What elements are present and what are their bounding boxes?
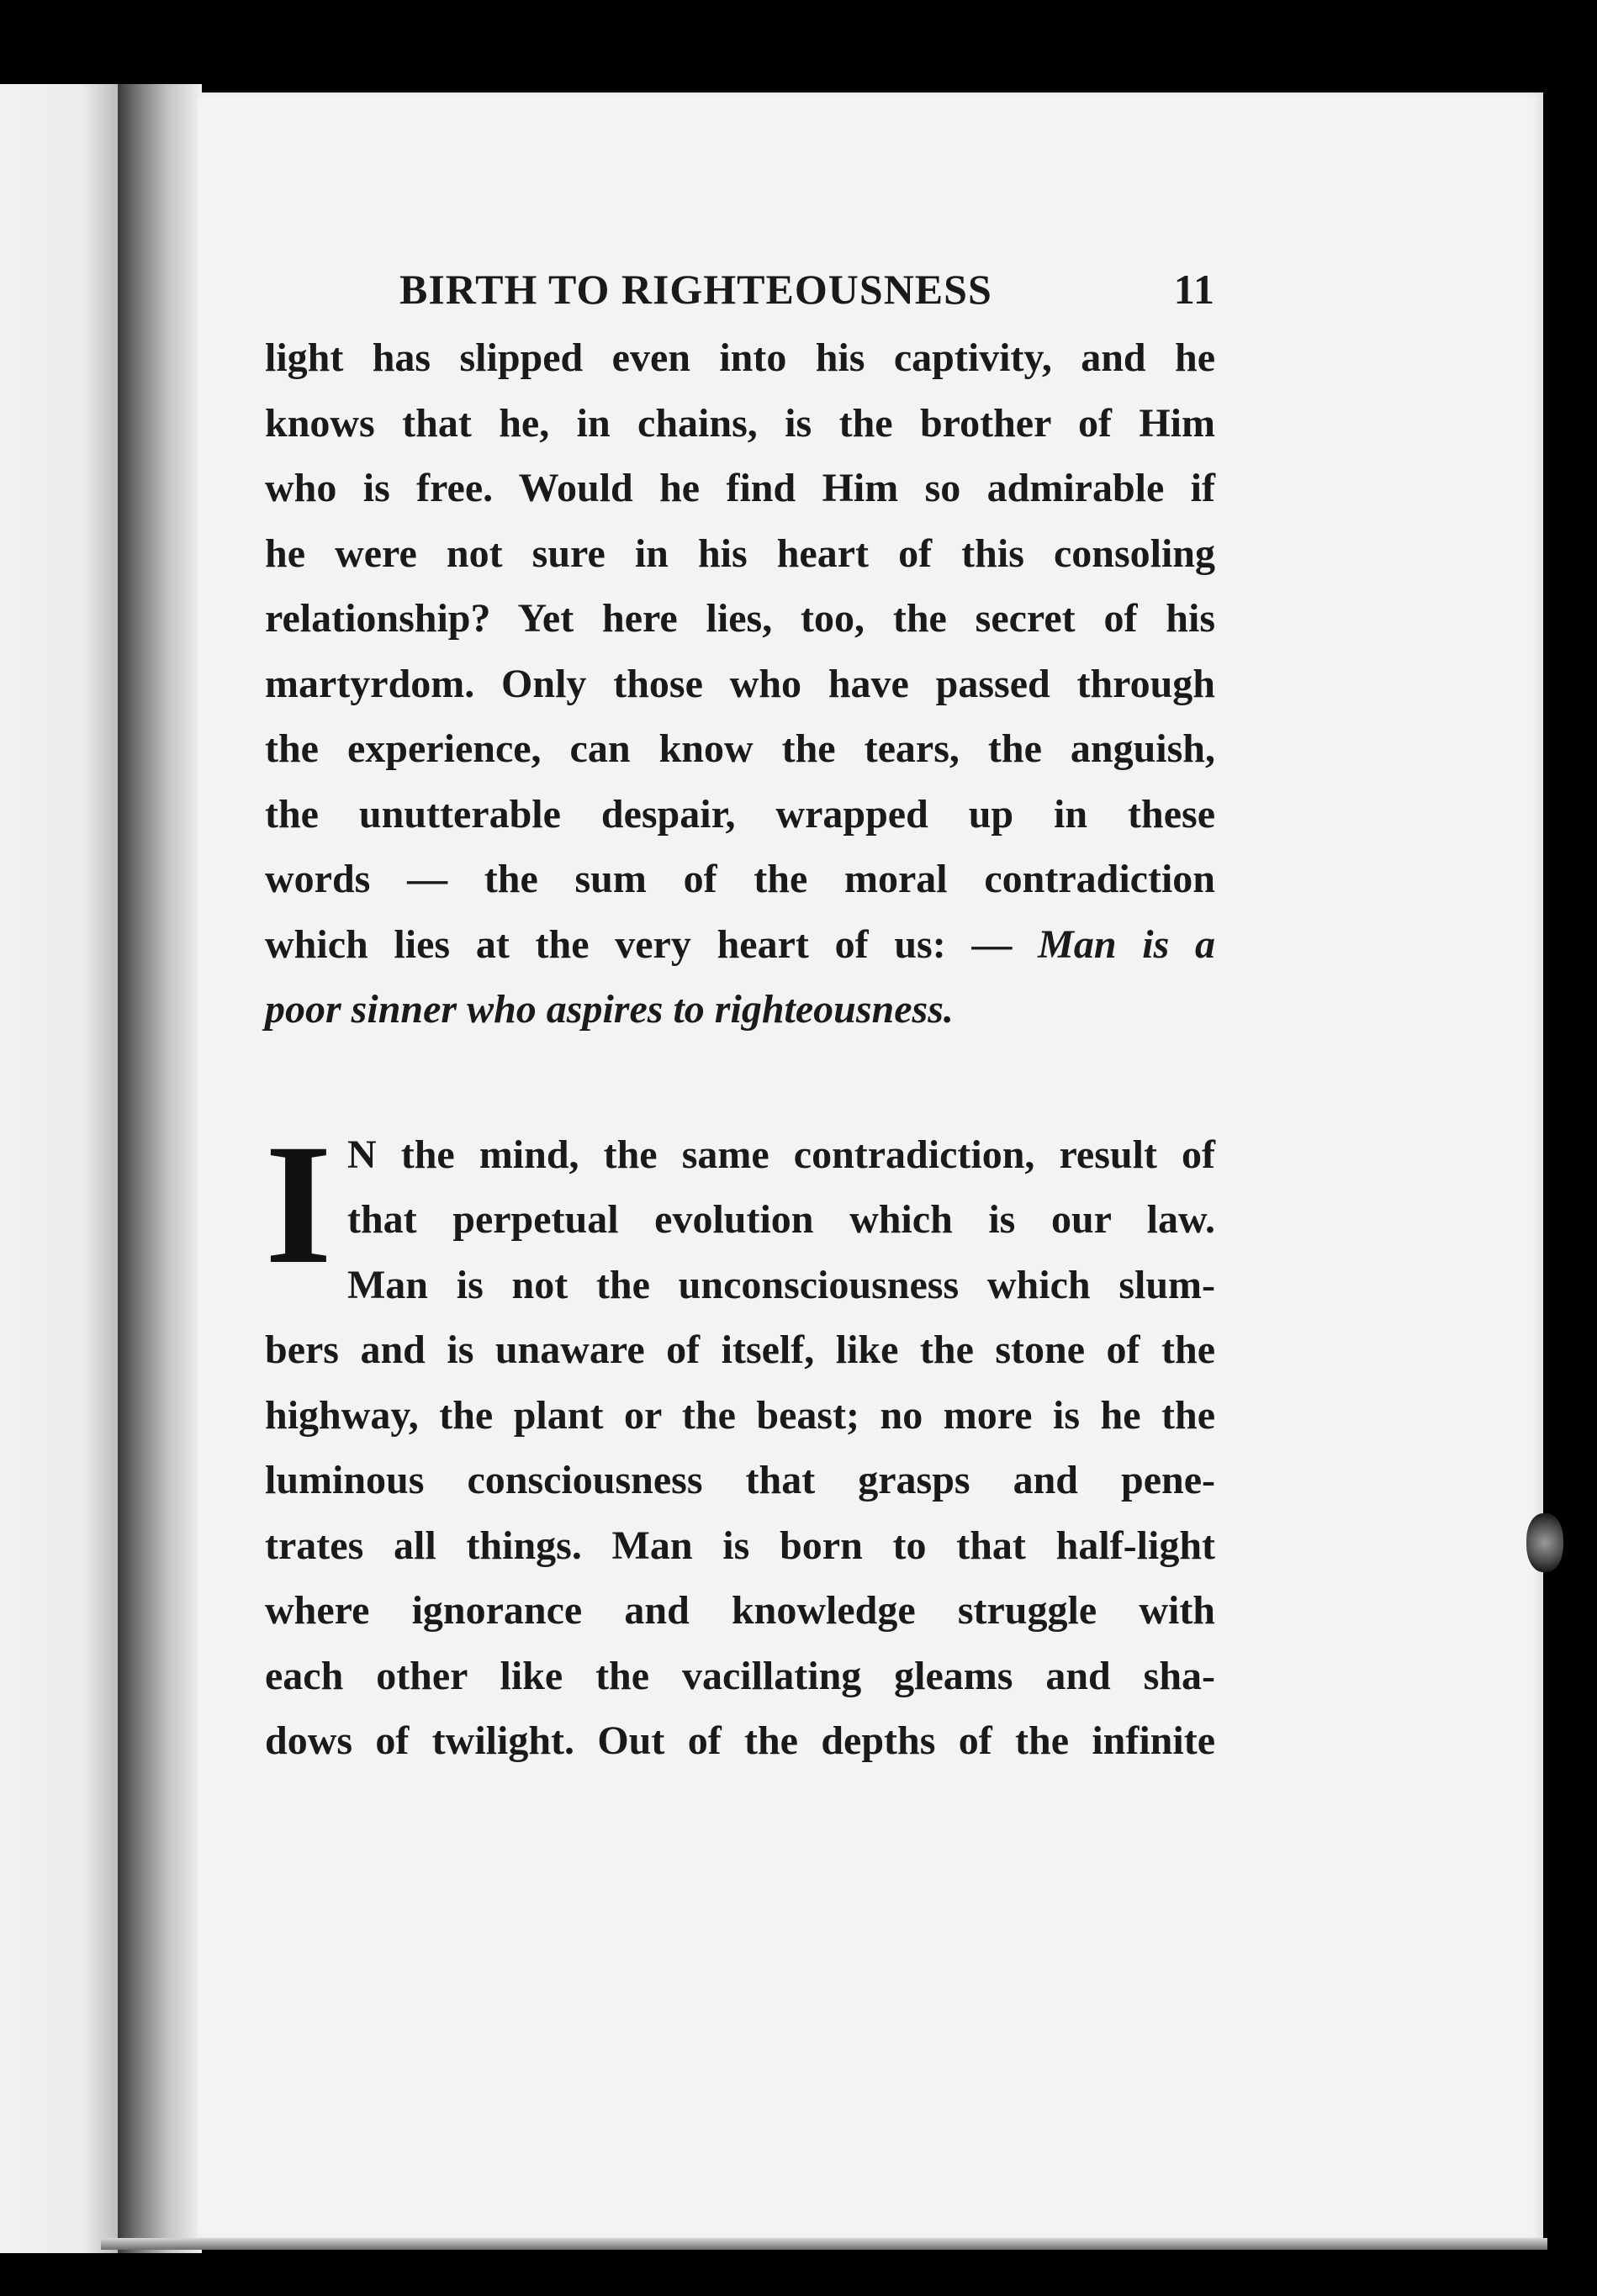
running-head-title: BIRTH TO RIGHTEOUSNESS	[399, 266, 992, 313]
text-line	[265, 912, 1215, 978]
book-gutter-shadow	[118, 84, 202, 2253]
paragraph-2	[265, 1108, 1215, 1774]
text-line: words — the sum of the moral contradiction	[265, 857, 1215, 901]
text-roman: which lies at the very heart of us: —	[265, 921, 1013, 967]
text-line: relationship? Yet here lies, too, the secret of his	[265, 596, 1215, 641]
text-line: where ignorance and knowledge struggle with	[265, 1588, 1215, 1633]
text-line: trates all things. Man is born to that half-light	[265, 1523, 1215, 1568]
section-break	[265, 1042, 1215, 1122]
drop-cap: I	[265, 1108, 332, 1300]
running-head	[399, 265, 1215, 314]
text-line: he were not sure in his heart of this consoling	[265, 530, 1215, 576]
text-line: the experience, can know the tears, the anguish,	[265, 726, 1215, 771]
text-line: light has slipped even into his captivity, and he	[265, 335, 1215, 380]
text-line: luminous consciousness that grasps and pene-	[265, 1458, 1215, 1502]
text-italic: Man is a	[1038, 921, 1216, 967]
facing-page-edge	[0, 84, 118, 2253]
text-line: who is free. Would he find Him so admirable if	[265, 466, 1215, 510]
text-line: dows of twilight. Out of the depths of the infinite	[265, 1718, 1215, 1763]
text-line: bers and is unaware of itself, like the stone of the	[265, 1327, 1215, 1372]
text-line: highway, the plant or the beast; no more is he the	[265, 1392, 1215, 1438]
text-line: Man is not the unconsciousness which slum-	[347, 1262, 1215, 1307]
text-line-italic: poor sinner who aspires to righteousness.	[265, 987, 954, 1032]
scan-artifact	[1526, 1513, 1563, 1572]
text-line: N the mind, the same contradiction, result of	[347, 1132, 1215, 1177]
text-line: that perpetual evolution which is our law.	[347, 1197, 1215, 1242]
page-text	[265, 265, 1215, 1774]
text-line: each other like the vacillating gleams and sha-	[265, 1653, 1215, 1698]
page-number: 11	[1173, 266, 1215, 313]
text-line: knows that he, in chains, is the brother of Him	[265, 400, 1215, 446]
page-bottom-edge	[101, 2238, 1547, 2250]
text-line: the unutterable despair, wrapped up in these	[265, 791, 1215, 837]
text-line: martyrdom. Only those who have passed through	[265, 661, 1215, 706]
paragraph-1	[265, 325, 1215, 1042]
